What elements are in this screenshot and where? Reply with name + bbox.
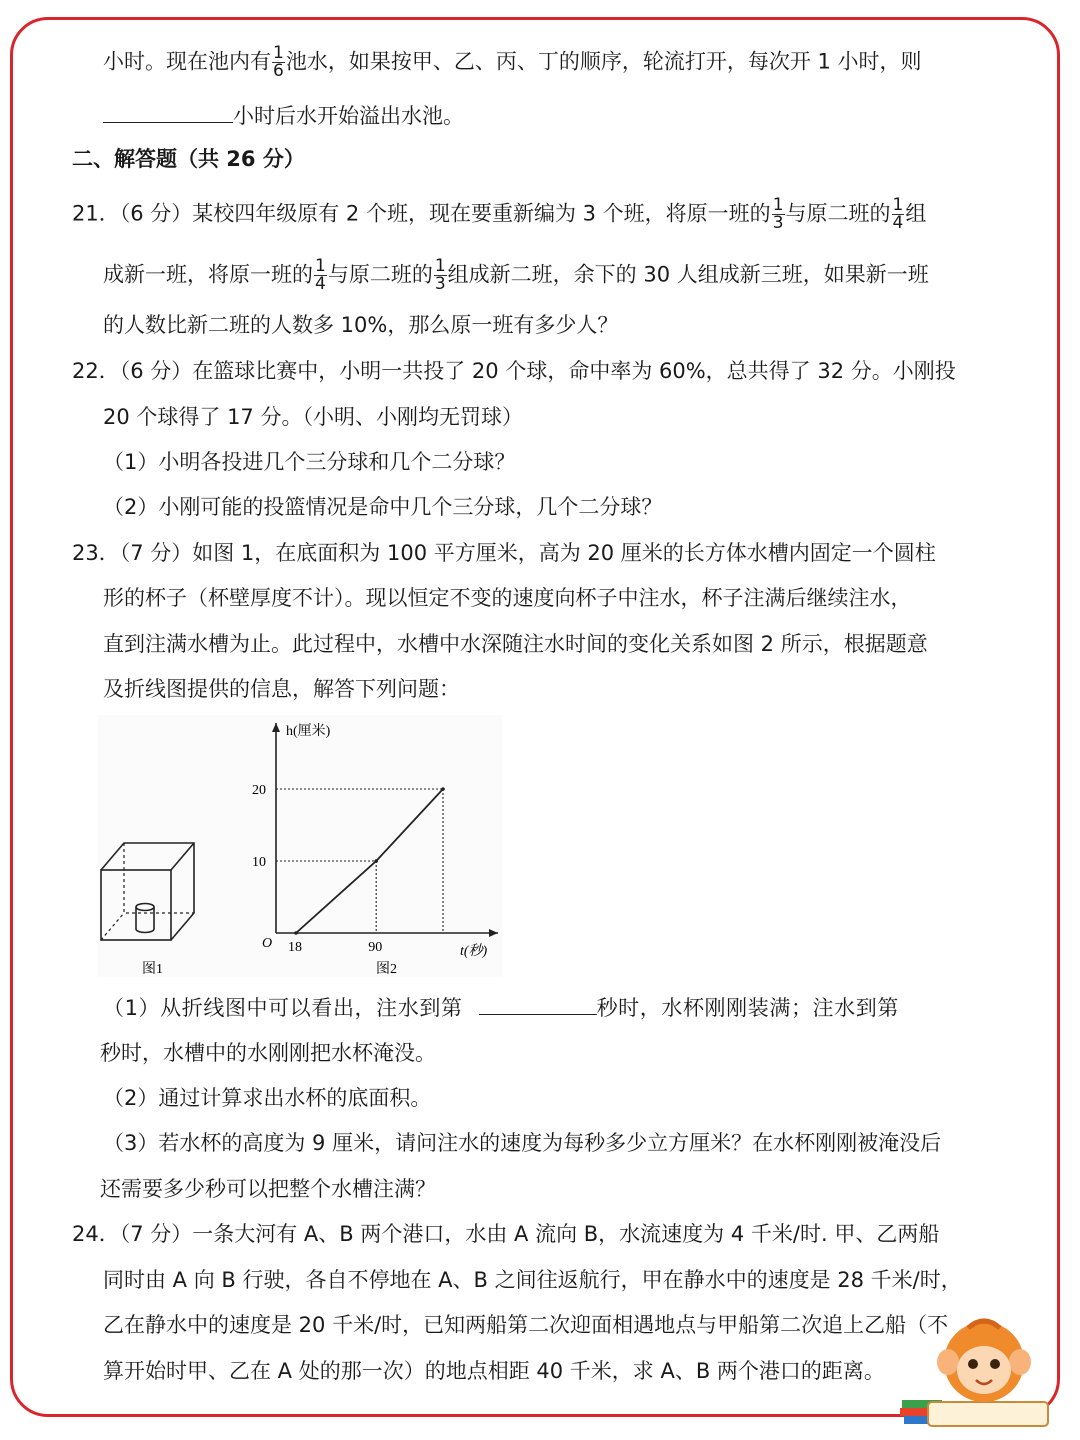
q22-line-2: 20 个球得了 17 分。（小明、小刚均无罚球） [103,405,523,429]
fig1-label: 图1 [142,962,163,977]
x-axis-arrow [489,929,498,937]
y-tick-label-10: 10 [252,855,266,870]
y-axis-arrow [272,723,280,732]
data-point-0 [374,859,378,863]
answer-blank[interactable] [479,992,597,1015]
q22-line-1: 22．（6 分）在篮球比赛中，小明一共投了 20 个球，命中率为 60%，总共得了 32 分。小刚投 [72,359,956,383]
fraction: $\frac{1}{4}$ [315,256,326,294]
y-tick-label-20: 20 [252,783,266,798]
q20-line-1 [103,45,922,80]
data-point-start [294,931,298,935]
q23-sub-1-line-2: 秒时，水槽中的水刚刚把水杯淹没。 [100,1041,436,1065]
q24-line-2: 同时由 A 向 B 行驶，各自不停地在 A、B 之间往返航行，甲在静水中的速度是 28 千米/时， [103,1268,962,1292]
q23-sub-3-line-2: 还需要多少秒可以把整个水槽注满？ [100,1177,436,1201]
fraction: $\frac{1}{3}$ [434,256,446,294]
q21-line-2: 成新一班，将原一班的 $\frac{1}{4}$ 与原二班的 $\frac{1}{3}$ 组成新二班，余下的 30 人组成新三班，如果新一班 [103,256,929,294]
q23-sub-2: （2）通过计算求出水杯的底面积。 [103,1086,432,1110]
q22-sub-2: （2）小刚可能的投篮情况是命中几个三分球，几个二分球？ [103,495,663,519]
q24-line-4: 算开始时甲、乙在 A 处的那一次）的地点相距 40 千米，求 A、B 两个港口的距离。 [103,1359,885,1383]
origin-label: O [262,936,273,951]
x-tick-label-18: 18 [288,940,303,955]
fraction: $\frac{1}{3}$ [772,195,784,233]
q23-line-2: 形的杯子（杯壁厚度不计）。现以恒定不变的速度向杯子中注水，杯子注满后继续注水， [103,586,912,610]
line-chart [252,722,498,959]
q21-line-3: 的人数比新二班的人数多 10%，那么原一班有多少人？ [103,313,619,337]
section-heading: 二、解答题（共 26 分） [72,147,305,171]
q20-text-a: 小时。现在池内有 [103,49,271,74]
q23-line-1: 23．（7 分）如图 1，在底面积为 100 平方厘米，高为 20 厘米的长方体水槽内固定一个圆柱 [72,541,936,565]
fraction: $\frac{1}{4}$ [892,195,904,233]
x-axis-label: t(秒) [460,944,488,959]
q23-line-4: 及折线图提供的信息，解答下列问题： [103,677,460,701]
cylinder-cup [136,904,154,933]
answer-blank[interactable] [103,100,233,123]
q21-line-1: 21．（6 分）某校四年级原有 2 个班，现在要重新编为 3 个班，将原一班的 $\frac{1}{3}$ 与原二班的 $\frac{1}{4}$ 组 [72,195,927,233]
q20-text-c: 小时后水开始溢出水池。 [233,104,464,128]
q23-sub-1-line-1: （1）从折线图中可以看出，注水到第 秒时，水杯刚刚装满；注水到第 [103,992,899,1023]
q23-sub-3-line-1: （3）若水杯的高度为 9 厘米，请问注水的速度为每秒多少立方厘米？在水杯刚刚被淹没后 [103,1131,942,1155]
q22-sub-1: （1）小明各投进几个三分球和几个二分球？ [103,450,516,474]
y-axis-label: h(厘米) [286,724,331,739]
q23-line-3: 直到注满水槽为止。此过程中，水槽中水深随注水时间的变化关系如图 2 所示，根据题意 [103,632,928,656]
q24-line-3: 乙在静水中的速度是 20 千米/时，已知两船第二次迎面相遇地点与甲船第二次追上乙船（不 [103,1313,949,1337]
fraction: $\frac{1}{6}$ [273,43,284,81]
q20-line-2 [103,100,464,131]
q24-line-1: 24．（7 分）一条大河有 A、B 两个港口，水由 A 流向 B，水流速度为 4 千米/时. 甲、乙两船 [72,1222,940,1246]
q20-text-b: 池水，如果按甲、乙、丙、丁的顺序，轮流打开，每次开 1 小时，则 [285,49,922,74]
figures-svg [98,715,502,977]
fig2-label: 图2 [376,962,397,977]
x-tick-label-90: 90 [368,940,383,955]
monkey-mascot-icon [898,1304,1058,1434]
figure-panel [98,715,502,977]
cube-diagram [101,843,194,940]
data-point-1 [441,787,445,791]
